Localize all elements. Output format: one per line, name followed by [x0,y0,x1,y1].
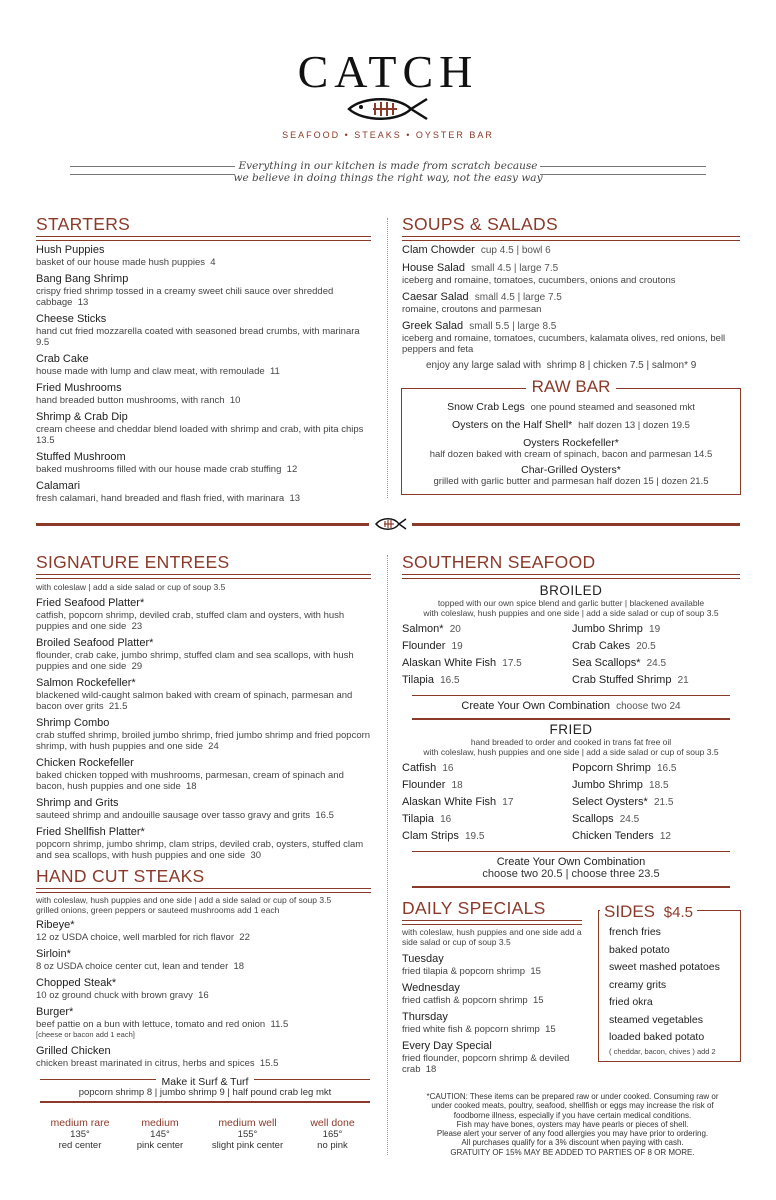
item-desc: blackened wild-caught salmon baked with cream of spinach, parmesan and bacon over grits [36,690,353,712]
menu-item [402,262,740,286]
item-name: Chicken Tenders [572,830,654,842]
item-price: 18 [425,1064,437,1075]
broiled-item [572,656,742,671]
item-price: 19 [649,624,661,635]
item-price: 12 [659,831,671,842]
broiled-item [402,673,572,688]
item-name: Popcorn Shrimp [572,762,651,774]
fried-combo: Create Your Own Combination [496,856,646,868]
item-price: 21.5 [653,797,674,808]
item-name: Sirloin* [36,948,71,960]
item-price: 17 [502,797,514,808]
steaks-title: HAND CUT STEAKS [36,866,205,886]
fish-logo-icon [343,94,433,124]
item-name: Calamari [36,480,81,492]
menu-item [36,313,371,348]
menu-item [36,637,371,672]
southern-title: SOUTHERN SEAFOOD [402,552,596,572]
item-name: Clam Strips [402,830,459,842]
menu-item [36,480,371,504]
item-desc: baked mushrooms filled with our house made crab stuffing [36,464,282,475]
broiled-item [572,622,742,637]
item-price: 12 [286,464,298,475]
menu-item [402,291,740,315]
item-desc: baked chicken topped with mushrooms, parmesan, cream of spinach and bacon, hush puppies and one side [36,770,344,792]
fried-note: hand breaded to order and cooked in trans fat free oil [470,737,672,747]
item-desc: hand breaded button mushrooms, with ranch [36,395,225,406]
item-price: 13.5 [36,435,55,446]
menu-item [36,797,371,821]
logo [0,46,776,140]
side-item: baked potato [609,943,670,956]
starters-rule [36,236,371,241]
item-price: 23 [131,621,143,632]
item-detail: grilled with garlic butter and parmesan half dozen 15 | dozen 21.5 [433,476,709,487]
steaks-note: grilled onions, green peppers or sauteed mushrooms add 1 each [36,905,280,915]
sides-heading [600,902,697,922]
menu-item [36,757,371,792]
item-name: Alaskan White Fish [402,796,497,808]
surf-options: popcorn shrimp 8 | jumbo shrimp 9 | half pound crab leg mkt [78,1087,332,1098]
combo-label: Create Your Own Combination [461,700,610,712]
combo-rule [412,886,730,888]
item-detail: one pound steamed and seasoned mkt [530,402,695,413]
caution-line: GRATUITY OF 15% MAY BE ADDED TO PARTIES OF 8 OR MORE. [450,1147,695,1157]
caution-line: Please alert your server of any food allergies you may have prior to ordering. [436,1129,709,1139]
item-price: small 4.5 | large 7.5 [471,263,559,274]
item-price: 16 [442,763,454,774]
surf-rule [40,1101,370,1103]
starters-list [36,244,371,509]
item-price: 11 [269,366,280,377]
temp-name: medium well [218,1117,277,1129]
item-price: small 5.5 | large 8.5 [469,321,557,332]
item-price: 18 [233,961,245,972]
item-price: 21 [677,675,689,686]
item-name: Crab Cake [36,353,89,365]
item-name: Flounder [402,779,446,791]
rawbar-item [402,437,740,461]
item-price: 13 [289,493,301,504]
temp-name: medium rare [50,1117,110,1129]
item-name: Select Oysters* [572,796,648,808]
steaks-rule [36,888,371,893]
sides-box [598,910,741,1062]
item-name: Burger* [36,1006,74,1018]
starters-title: STARTERS [36,214,131,234]
item-name: Tuesday [402,953,444,965]
item-name: Every Day Special [402,1040,492,1052]
fried-item [572,761,742,776]
soups-title: SOUPS & SALADS [402,214,558,234]
item-desc: catfish, popcorn shrimp, deviled crab, stuffed clam and oysters, with hush puppies and one side [36,610,345,632]
temp-desc: no pink [317,1140,348,1151]
temp-name: medium [141,1117,179,1129]
motto-line: Everything in our kitchen is made from scratch because [238,160,538,172]
side-item: creamy grits [609,978,667,991]
item-name: Jumbo Shrimp [572,623,643,635]
caution-line: under cooked meats, poultry, seafood, shellfish or eggs may increase the risk of [431,1101,714,1111]
sides-price: $4.5 [663,904,693,921]
fried-title: FRIED [549,722,593,737]
item-name: Wednesday [402,982,460,994]
item-name: Stuffed Mushroom [36,451,126,463]
item-detail: half dozen 13 | dozen 19.5 [578,420,690,431]
specials-title: DAILY SPECIALS [402,898,546,918]
combo-rule [412,718,730,720]
item-desc: fried catfish & popcorn shrimp [402,995,528,1006]
item-price: 19.5 [464,831,485,842]
fried-item [572,795,742,810]
item-desc: fried white fish & popcorn shrimp [402,1024,540,1035]
item-desc: romaine, croutons and parmesan [402,304,542,315]
menu-item [36,1006,381,1040]
item-price: 16 [440,814,452,825]
item-name: Chopped Steak* [36,977,117,989]
rawbar-item [402,419,740,432]
item-name: Shrimp and Grits [36,797,119,809]
caution-line: *CAUTION: These items can be prepared raw or under cooked. Consuming raw or [426,1092,719,1101]
item-desc: basket of our house made hush puppies [36,257,206,268]
surf-title: Make it Surf & Turf [156,1076,255,1088]
item-desc: house made with lump and claw meat, with remoulade [36,366,265,377]
item-name: Crab Stuffed Shrimp [572,674,672,686]
broiled-note: topped with our own spice blend and garlic butter | blackened available [437,598,705,608]
broiled-grid [402,622,740,688]
caution-note [405,1092,740,1157]
specials-rule [402,920,582,925]
addon-label: enjoy any large salad with [426,360,542,371]
item-name: Hush Puppies [36,244,105,256]
item-price: 18.5 [649,780,669,791]
menu-item [36,411,371,446]
special-item [402,982,587,1006]
item-name: Tilapia [402,674,434,686]
broiled-item [572,673,742,688]
rawbar-box [401,377,741,495]
item-price: 30 [250,850,262,861]
item-price: 29 [131,661,143,672]
item-name: Broiled Seafood Platter* [36,637,154,649]
item-desc: fried tilapia & popcorn shrimp [402,966,526,977]
side-item: steamed vegetables [609,1013,703,1026]
menu-item [402,244,740,257]
item-desc: 10 oz ground chuck with brown gravy [36,990,193,1001]
item-name: Shrimp Combo [36,717,110,729]
soups-list [402,244,740,371]
entrees-list [36,582,371,866]
item-name: Chicken Rockefeller [36,757,134,769]
temp-name: well done [310,1117,355,1129]
rawbar-title: RAW BAR [526,377,617,396]
entrees-title: SIGNATURE ENTREES [36,552,230,572]
special-item [402,953,587,977]
broiled-item [402,639,572,654]
menu-item [36,1045,381,1069]
item-name: Cheese Sticks [36,313,107,325]
fried-item [402,761,572,776]
temp-item [200,1117,295,1151]
item-desc: fried flounder, popcorn shrimp & deviled crab [402,1053,570,1075]
item-name: Crab Cakes [572,640,631,652]
fried-item [402,778,572,793]
brand-name: CATCH [297,46,479,97]
caution-line: foodborne illness, especially if you have certain medical conditions. [453,1110,692,1120]
item-price: 18 [451,780,463,791]
item-price: 16 [198,990,209,1001]
temp-item [40,1117,120,1151]
item-price: 22 [239,932,250,943]
item-desc: flounder, crab cake, jumbo shrimp, stuffed clam and sea scallops, with hush puppies and one side [36,650,354,672]
item-name: Jumbo Shrimp [572,779,643,791]
item-price: 20.5 [636,641,656,652]
special-item [402,1040,587,1075]
broiled-item [572,639,742,654]
item-desc: iceberg and romaine, tomatoes, cucumbers, onions and croutons [402,275,676,286]
menu-item [36,597,371,632]
side-item: fried okra [609,996,653,1008]
caution-line: Fish may have bones, oysters may have pearls or pieces of shell. [456,1119,689,1129]
menu-item [36,948,381,972]
item-desc: chicken breast marinated in citrus, herbs and spices [36,1058,255,1069]
column-divider [387,218,388,498]
broiled-combo [402,700,740,712]
fried-grid [402,761,740,844]
specials-note: with coleslaw, hush puppies and one side add a side salad or cup of soup 3.5 [402,927,582,947]
steaks-note: with coleslaw, hush puppies and one side | add a side salad or cup of soup 3.5 [36,895,332,905]
item-desc: popcorn shrimp, jumbo shrimp, clam strips, deviled crab, oysters, stuffed clam and sea scallops, with hush puppies and one side [36,839,364,861]
item-price: 15.5 [259,1058,279,1069]
southern-rule [402,574,740,579]
item-desc: hand cut fried mozzarella coated with seasoned bread crumbs, with marinara [36,326,360,337]
item-name: Fried Shellfish Platter* [36,826,145,838]
item-name: Catfish [402,762,437,774]
combo-price: choose two 24 [616,701,681,712]
item-desc: crab stuffed shrimp, broiled jumbo shrimp, fried jumbo shrimp and fried popcorn shrimp, with hush puppies and one side [36,730,371,752]
broiled-item [402,656,572,671]
item-name: Alaskan White Fish [402,657,497,669]
item-price: 24 [208,741,219,752]
side-item: loaded baked potato [609,1031,705,1043]
specials-list [402,927,587,1080]
fried-item [402,829,572,844]
item-price: 18 [186,781,197,792]
item-name: Thursday [402,1011,448,1023]
broiled-note: with coleslaw, hush puppies and one side | add a side salad or cup of soup 3.5 [423,608,719,618]
soups-rule [402,236,740,241]
item-price: 19 [451,641,463,652]
item-price: 16.5 [440,675,460,686]
item-price: 20 [449,624,461,635]
item-price: 21.5 [108,701,128,712]
fried-combo-price: choose two 20.5 | choose three 23.5 [482,868,660,880]
item-name: Fried Seafood Platter* [36,597,145,609]
sides-title: SIDES [604,902,656,921]
addon-prices: shrimp 8 | chicken 7.5 | salmon* 9 [546,360,697,371]
temp-desc: pink center [136,1140,184,1151]
item-price: 4 [210,257,216,268]
fried-item [402,812,572,827]
rawbar-item [402,401,740,414]
item-price: 24.5 [619,814,640,825]
section-divider-left [36,523,369,526]
menu-item [36,826,371,861]
salad-addon [402,360,740,371]
side-item: french fries [609,926,661,938]
temp-value: 155° [237,1129,258,1140]
item-desc: 8 oz USDA choice center cut, lean and tender [36,961,229,972]
combo-rule [412,851,730,852]
item-name: Oysters Rockefeller* [523,437,619,449]
menu-item [36,717,371,752]
item-price: 13 [77,297,89,308]
menu-item [36,353,371,377]
combo-rule [412,695,730,696]
broiled-title: BROILED [539,583,603,598]
menu-item [36,451,371,475]
item-price: 15 [545,1024,556,1035]
item-price: 15 [532,995,544,1006]
item-name: Salmon Rockefeller* [36,677,136,689]
temp-desc: slight pink center [211,1140,284,1151]
steaks-list [36,895,381,1074]
item-price: cup 4.5 | bowl 6 [480,245,551,256]
item-name: Char-Grilled Oysters* [521,464,621,476]
item-name: Bang Bang Shrimp [36,273,129,285]
menu-item [402,320,740,355]
entrees-note: with coleslaw | add a side salad or cup of soup 3.5 [36,582,226,592]
item-extra: [cheese or bacon add 1 each] [36,1030,135,1039]
item-name: Grilled Chicken [36,1045,111,1057]
item-detail: half dozen baked with cream of spinach, bacon and parmesan 14.5 [429,449,713,460]
item-name: Flounder [402,640,446,652]
item-name: Greek Salad [402,320,464,332]
item-name: Salmon* [402,623,444,635]
temp-value: 135° [70,1129,90,1140]
item-name: Fried Mushrooms [36,382,122,394]
item-desc: sauteed shrimp and andouille sausage over tasso gravy and grits [36,810,311,821]
caution-line: All purchases qualify for a 3% discount when paying with cash. [461,1138,684,1148]
item-price: 11.5 [270,1019,289,1030]
item-desc: iceberg and romaine, tomatoes, cucumbers, kalamata olives, red onions, bell peppers and feta [402,333,726,355]
fried-item [402,795,572,810]
entrees-rule [36,574,371,579]
menu-item [36,273,371,308]
item-desc: crispy fried shrimp tossed in a creamy sweet chili sauce over shredded cabbage [36,286,334,308]
item-desc: fresh calamari, hand breaded and flash fried, with marinara [36,493,285,504]
item-price: 10 [229,395,241,406]
brand-tagline: SEAFOOD • STEAKS • OYSTER BAR [282,130,494,140]
item-name: Scallops [572,813,614,825]
item-price: 9.5 [36,337,50,348]
item-price: 17.5 [502,658,522,669]
rawbar-item [402,464,740,488]
temp-value: 145° [150,1129,170,1140]
side-note: ( cheddar, bacon, chives ) add 2 [609,1046,716,1056]
temp-item [295,1117,370,1151]
item-price: 16.5 [657,763,677,774]
item-price: 24.5 [646,658,667,669]
section-divider-right [412,523,740,526]
temp-desc: red center [58,1140,102,1151]
item-name: Snow Crab Legs [447,401,525,413]
special-item [402,1011,587,1035]
side-item: sweet mashed potatoes [609,961,720,973]
item-name: Clam Chowder [402,244,475,256]
item-desc: cream cheese and cheddar blend loaded with shrimp and crab, with pita chips [36,424,364,435]
item-name: Caesar Salad [402,291,469,303]
item-name: Ribeye* [36,919,75,931]
fish-divider-icon [374,516,408,532]
column-divider [387,555,388,1155]
broiled-section [402,583,740,720]
fried-item [572,829,742,844]
motto-line: we believe in doing things the right way, not the easy way [233,172,543,184]
broiled-item [402,622,572,637]
temp-value: 165° [322,1129,343,1140]
item-desc: 12 oz USDA choice, well marbled for rich flavor [36,932,234,943]
item-name: Sea Scallops* [572,657,641,669]
item-name: Shrimp & Crab Dip [36,411,128,423]
fried-section [402,722,740,888]
menu-item [36,677,371,712]
item-price: 15 [530,966,541,977]
menu-item [36,244,371,268]
item-desc: beef pattie on a bun with lettuce, tomato and red onion [36,1019,266,1030]
item-price: 16.5 [315,810,334,821]
menu-item [36,919,381,943]
menu-item [36,977,381,1001]
temp-item [120,1117,200,1151]
item-name: Tilapia [402,813,434,825]
steak-temps [40,1117,370,1151]
item-name: Oysters on the Half Shell* [452,419,573,431]
motto [200,160,576,184]
item-price: small 4.5 | large 7.5 [474,292,562,303]
fried-item [572,812,742,827]
fried-item [572,778,742,793]
item-name: House Salad [402,262,465,274]
menu-item [36,382,371,406]
fried-note: with coleslaw, hush puppies and one side | add a side salad or cup of soup 3.5 [423,747,719,757]
